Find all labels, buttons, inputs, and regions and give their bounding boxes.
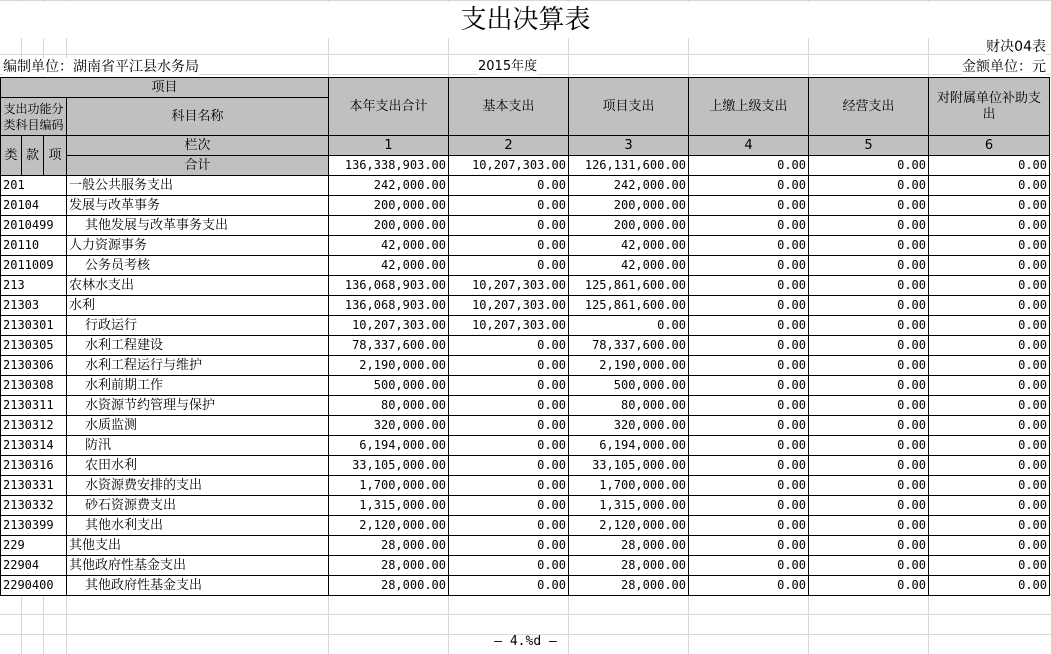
row-code: 2130301 <box>1 316 67 336</box>
row-value: 0.00 <box>929 536 1050 556</box>
row-value: 0.00 <box>809 236 929 256</box>
header-lei: 类 <box>1 136 22 176</box>
row-value: 0.00 <box>929 356 1050 376</box>
row-name: 其他发展与改革事务支出 <box>67 216 329 236</box>
row-code: 2130305 <box>1 336 67 356</box>
table-row <box>1 256 1050 276</box>
row-value: 200,000.00 <box>569 196 689 216</box>
row-value: 10,207,303.00 <box>329 316 449 336</box>
row-value: 0.00 <box>929 376 1050 396</box>
row-name: 其他政府性基金支出 <box>67 556 329 576</box>
row-name: 一般公共服务支出 <box>67 176 329 196</box>
row-value: 0.00 <box>929 176 1050 196</box>
row-value: 0.00 <box>929 336 1050 356</box>
table-row <box>1 196 1050 216</box>
row-value: 0.00 <box>929 456 1050 476</box>
row-value: 0.00 <box>689 536 809 556</box>
row-value: 28,000.00 <box>569 556 689 576</box>
row-value: 242,000.00 <box>329 176 449 196</box>
row-value: 42,000.00 <box>569 236 689 256</box>
header-item: 项目 <box>1 78 329 98</box>
row-value: 10,207,303.00 <box>449 316 569 336</box>
row-value: 0.00 <box>689 556 809 576</box>
row-name: 水利工程建设 <box>67 336 329 356</box>
table-row <box>1 316 1050 336</box>
row-code: 21303 <box>1 296 67 316</box>
row-value: 0.00 <box>809 436 929 456</box>
row-value: 0.00 <box>809 496 929 516</box>
row-code: 2130399 <box>1 516 67 536</box>
table-row <box>1 396 1050 416</box>
row-value: 0.00 <box>689 416 809 436</box>
row-value: 1,315,000.00 <box>569 496 689 516</box>
table-row <box>1 216 1050 236</box>
row-name: 行政运行 <box>67 316 329 336</box>
row-value: 500,000.00 <box>329 376 449 396</box>
row-name: 防汛 <box>67 436 329 456</box>
table-row <box>1 516 1050 536</box>
row-value: 0.00 <box>809 416 929 436</box>
row-name: 其他水利支出 <box>67 516 329 536</box>
row-value: 0.00 <box>929 516 1050 536</box>
row-name: 人力资源事务 <box>67 236 329 256</box>
row-value: 0.00 <box>929 216 1050 236</box>
row-value: 0.00 <box>449 216 569 236</box>
row-value: 0.00 <box>689 456 809 476</box>
row-code: 2130314 <box>1 436 67 456</box>
row-code: 22904 <box>1 556 67 576</box>
total-value: 126,131,600.00 <box>569 156 689 176</box>
row-value: 0.00 <box>689 216 809 236</box>
header-col-6: 对附属单位补助支出 <box>929 78 1050 136</box>
row-value: 78,337,600.00 <box>569 336 689 356</box>
row-name: 水利工程运行与维护 <box>67 356 329 376</box>
table-row <box>1 336 1050 356</box>
row-value: 0.00 <box>689 576 809 596</box>
row-value: 0.00 <box>449 336 569 356</box>
row-value: 0.00 <box>689 276 809 296</box>
row-value: 6,194,000.00 <box>569 436 689 456</box>
total-label: 合计 <box>67 156 329 176</box>
row-value: 0.00 <box>449 176 569 196</box>
row-value: 0.00 <box>449 576 569 596</box>
total-value: 0.00 <box>929 156 1050 176</box>
row-value: 242,000.00 <box>569 176 689 196</box>
page-footer: — 4.%d — <box>494 634 557 649</box>
row-value: 0.00 <box>809 516 929 536</box>
table-row <box>1 456 1050 476</box>
row-value: 0.00 <box>449 496 569 516</box>
row-name: 发展与改革事务 <box>67 196 329 216</box>
row-value: 28,000.00 <box>329 576 449 596</box>
row-value: 0.00 <box>809 556 929 576</box>
row-value: 10,207,303.00 <box>449 276 569 296</box>
row-value: 0.00 <box>929 276 1050 296</box>
row-value: 0.00 <box>689 516 809 536</box>
header-col-3: 项目支出 <box>569 78 689 136</box>
row-value: 0.00 <box>809 196 929 216</box>
col-number: 1 <box>329 136 449 156</box>
row-value: 320,000.00 <box>569 416 689 436</box>
row-value: 0.00 <box>449 196 569 216</box>
row-value: 0.00 <box>569 316 689 336</box>
row-value: 0.00 <box>809 476 929 496</box>
row-value: 320,000.00 <box>329 416 449 436</box>
row-value: 125,861,600.00 <box>569 276 689 296</box>
row-value: 0.00 <box>809 176 929 196</box>
row-value: 0.00 <box>689 476 809 496</box>
table-row <box>1 436 1050 456</box>
row-code: 2130312 <box>1 416 67 436</box>
row-value: 0.00 <box>809 296 929 316</box>
unit-label: 编制单位：湖南省平江县水务局 <box>3 59 199 75</box>
row-code: 2130331 <box>1 476 67 496</box>
row-code: 2011009 <box>1 256 67 276</box>
header-code-label: 支出功能分类科目编码 <box>1 98 67 136</box>
table-row <box>1 556 1050 576</box>
row-value: 0.00 <box>689 296 809 316</box>
row-value: 0.00 <box>809 456 929 476</box>
form-number: 财决04表 <box>986 39 1046 55</box>
row-name: 水质监测 <box>67 416 329 436</box>
row-value: 28,000.00 <box>569 576 689 596</box>
table-row <box>1 416 1050 436</box>
row-value: 0.00 <box>809 276 929 296</box>
row-value: 0.00 <box>449 376 569 396</box>
row-value: 0.00 <box>929 296 1050 316</box>
row-value: 0.00 <box>809 576 929 596</box>
row-value: 0.00 <box>449 456 569 476</box>
row-value: 0.00 <box>689 376 809 396</box>
row-code: 229 <box>1 536 67 556</box>
row-value: 125,861,600.00 <box>569 296 689 316</box>
row-value: 0.00 <box>929 316 1050 336</box>
report-year: 2015年度 <box>478 59 538 74</box>
row-value: 0.00 <box>929 196 1050 216</box>
row-value: 42,000.00 <box>329 256 449 276</box>
row-value: 0.00 <box>689 196 809 216</box>
currency-unit-label: 金额单位：元 <box>962 59 1046 75</box>
row-value: 6,194,000.00 <box>329 436 449 456</box>
row-value: 136,068,903.00 <box>329 296 449 316</box>
row-value: 2,120,000.00 <box>569 516 689 536</box>
row-value: 0.00 <box>449 236 569 256</box>
row-name: 公务员考核 <box>67 256 329 276</box>
row-value: 0.00 <box>809 356 929 376</box>
table-row <box>1 296 1050 316</box>
row-value: 0.00 <box>929 496 1050 516</box>
row-value: 0.00 <box>449 356 569 376</box>
row-value: 0.00 <box>689 396 809 416</box>
header-row-label: 栏次 <box>67 136 329 156</box>
row-name: 农林水支出 <box>67 276 329 296</box>
row-code: 201 <box>1 176 67 196</box>
row-value: 1,315,000.00 <box>329 496 449 516</box>
row-value: 0.00 <box>929 576 1050 596</box>
row-value: 1,700,000.00 <box>329 476 449 496</box>
row-name: 水利 <box>67 296 329 316</box>
row-value: 0.00 <box>449 516 569 536</box>
col-number: 3 <box>569 136 689 156</box>
row-value: 0.00 <box>449 556 569 576</box>
report-title: 支出决算表 <box>0 2 1051 38</box>
table-row <box>1 376 1050 396</box>
table-row <box>1 356 1050 376</box>
row-value: 0.00 <box>809 536 929 556</box>
row-name: 砂石资源费支出 <box>67 496 329 516</box>
row-code: 20110 <box>1 236 67 256</box>
row-value: 33,105,000.00 <box>569 456 689 476</box>
row-value: 200,000.00 <box>329 196 449 216</box>
table-row <box>1 496 1050 516</box>
row-code: 2130308 <box>1 376 67 396</box>
table-row <box>1 176 1050 196</box>
row-value: 0.00 <box>449 256 569 276</box>
header-xiang: 项 <box>44 136 67 176</box>
row-value: 0.00 <box>809 256 929 276</box>
row-value: 0.00 <box>929 396 1050 416</box>
row-name: 其他支出 <box>67 536 329 556</box>
row-code: 2010499 <box>1 216 67 236</box>
row-value: 0.00 <box>689 316 809 336</box>
row-value: 28,000.00 <box>569 536 689 556</box>
row-value: 0.00 <box>809 316 929 336</box>
row-value: 28,000.00 <box>329 536 449 556</box>
row-value: 0.00 <box>689 336 809 356</box>
table-row <box>1 536 1050 556</box>
row-value: 80,000.00 <box>569 396 689 416</box>
row-value: 0.00 <box>689 436 809 456</box>
row-code: 2130311 <box>1 396 67 416</box>
header-col-2: 基本支出 <box>449 78 569 136</box>
total-value: 136,338,903.00 <box>329 156 449 176</box>
row-value: 0.00 <box>689 496 809 516</box>
row-value: 0.00 <box>809 216 929 236</box>
row-value: 78,337,600.00 <box>329 336 449 356</box>
row-value: 0.00 <box>809 376 929 396</box>
row-code: 213 <box>1 276 67 296</box>
row-value: 200,000.00 <box>569 216 689 236</box>
row-value: 10,207,303.00 <box>449 296 569 316</box>
row-value: 0.00 <box>449 416 569 436</box>
col-number: 2 <box>449 136 569 156</box>
col-number: 6 <box>929 136 1050 156</box>
row-value: 0.00 <box>689 256 809 276</box>
row-value: 80,000.00 <box>329 396 449 416</box>
row-value: 0.00 <box>809 396 929 416</box>
row-value: 0.00 <box>929 476 1050 496</box>
row-name: 水资源费安排的支出 <box>67 476 329 496</box>
col-number: 5 <box>809 136 929 156</box>
row-code: 2130316 <box>1 456 67 476</box>
row-code: 2130306 <box>1 356 67 376</box>
row-value: 2,120,000.00 <box>329 516 449 536</box>
row-name: 水利前期工作 <box>67 376 329 396</box>
row-value: 136,068,903.00 <box>329 276 449 296</box>
row-code: 20104 <box>1 196 67 216</box>
row-value: 0.00 <box>929 556 1050 576</box>
total-value: 10,207,303.00 <box>449 156 569 176</box>
row-code: 2290400 <box>1 576 67 596</box>
table-row <box>1 276 1050 296</box>
row-value: 0.00 <box>689 236 809 256</box>
row-value: 28,000.00 <box>329 556 449 576</box>
row-value: 0.00 <box>449 396 569 416</box>
row-value: 2,190,000.00 <box>569 356 689 376</box>
row-value: 1,700,000.00 <box>569 476 689 496</box>
row-name: 农田水利 <box>67 456 329 476</box>
header-col-1: 本年支出合计 <box>329 78 449 136</box>
row-value: 0.00 <box>929 436 1050 456</box>
total-value: 0.00 <box>809 156 929 176</box>
header-name-label: 科目名称 <box>67 98 329 136</box>
row-value: 0.00 <box>689 176 809 196</box>
total-value: 0.00 <box>689 156 809 176</box>
row-value: 0.00 <box>809 336 929 356</box>
table-row <box>1 576 1050 596</box>
row-value: 0.00 <box>929 256 1050 276</box>
row-value: 200,000.00 <box>329 216 449 236</box>
row-value: 0.00 <box>929 416 1050 436</box>
header-kuan: 款 <box>22 136 44 176</box>
row-name: 其他政府性基金支出 <box>67 576 329 596</box>
row-value: 0.00 <box>449 436 569 456</box>
table-row <box>1 236 1050 256</box>
row-name: 水资源节约管理与保护 <box>67 396 329 416</box>
header-col-4: 上缴上级支出 <box>689 78 809 136</box>
row-value: 42,000.00 <box>329 236 449 256</box>
row-value: 0.00 <box>449 476 569 496</box>
table-row <box>1 476 1050 496</box>
row-code: 2130332 <box>1 496 67 516</box>
header-col-5: 经营支出 <box>809 78 929 136</box>
expenditure-table <box>0 77 1050 596</box>
row-value: 42,000.00 <box>569 256 689 276</box>
row-value: 33,105,000.00 <box>329 456 449 476</box>
row-value: 0.00 <box>929 236 1050 256</box>
col-number: 4 <box>689 136 809 156</box>
row-value: 500,000.00 <box>569 376 689 396</box>
row-value: 0.00 <box>449 536 569 556</box>
row-value: 2,190,000.00 <box>329 356 449 376</box>
row-value: 0.00 <box>689 356 809 376</box>
